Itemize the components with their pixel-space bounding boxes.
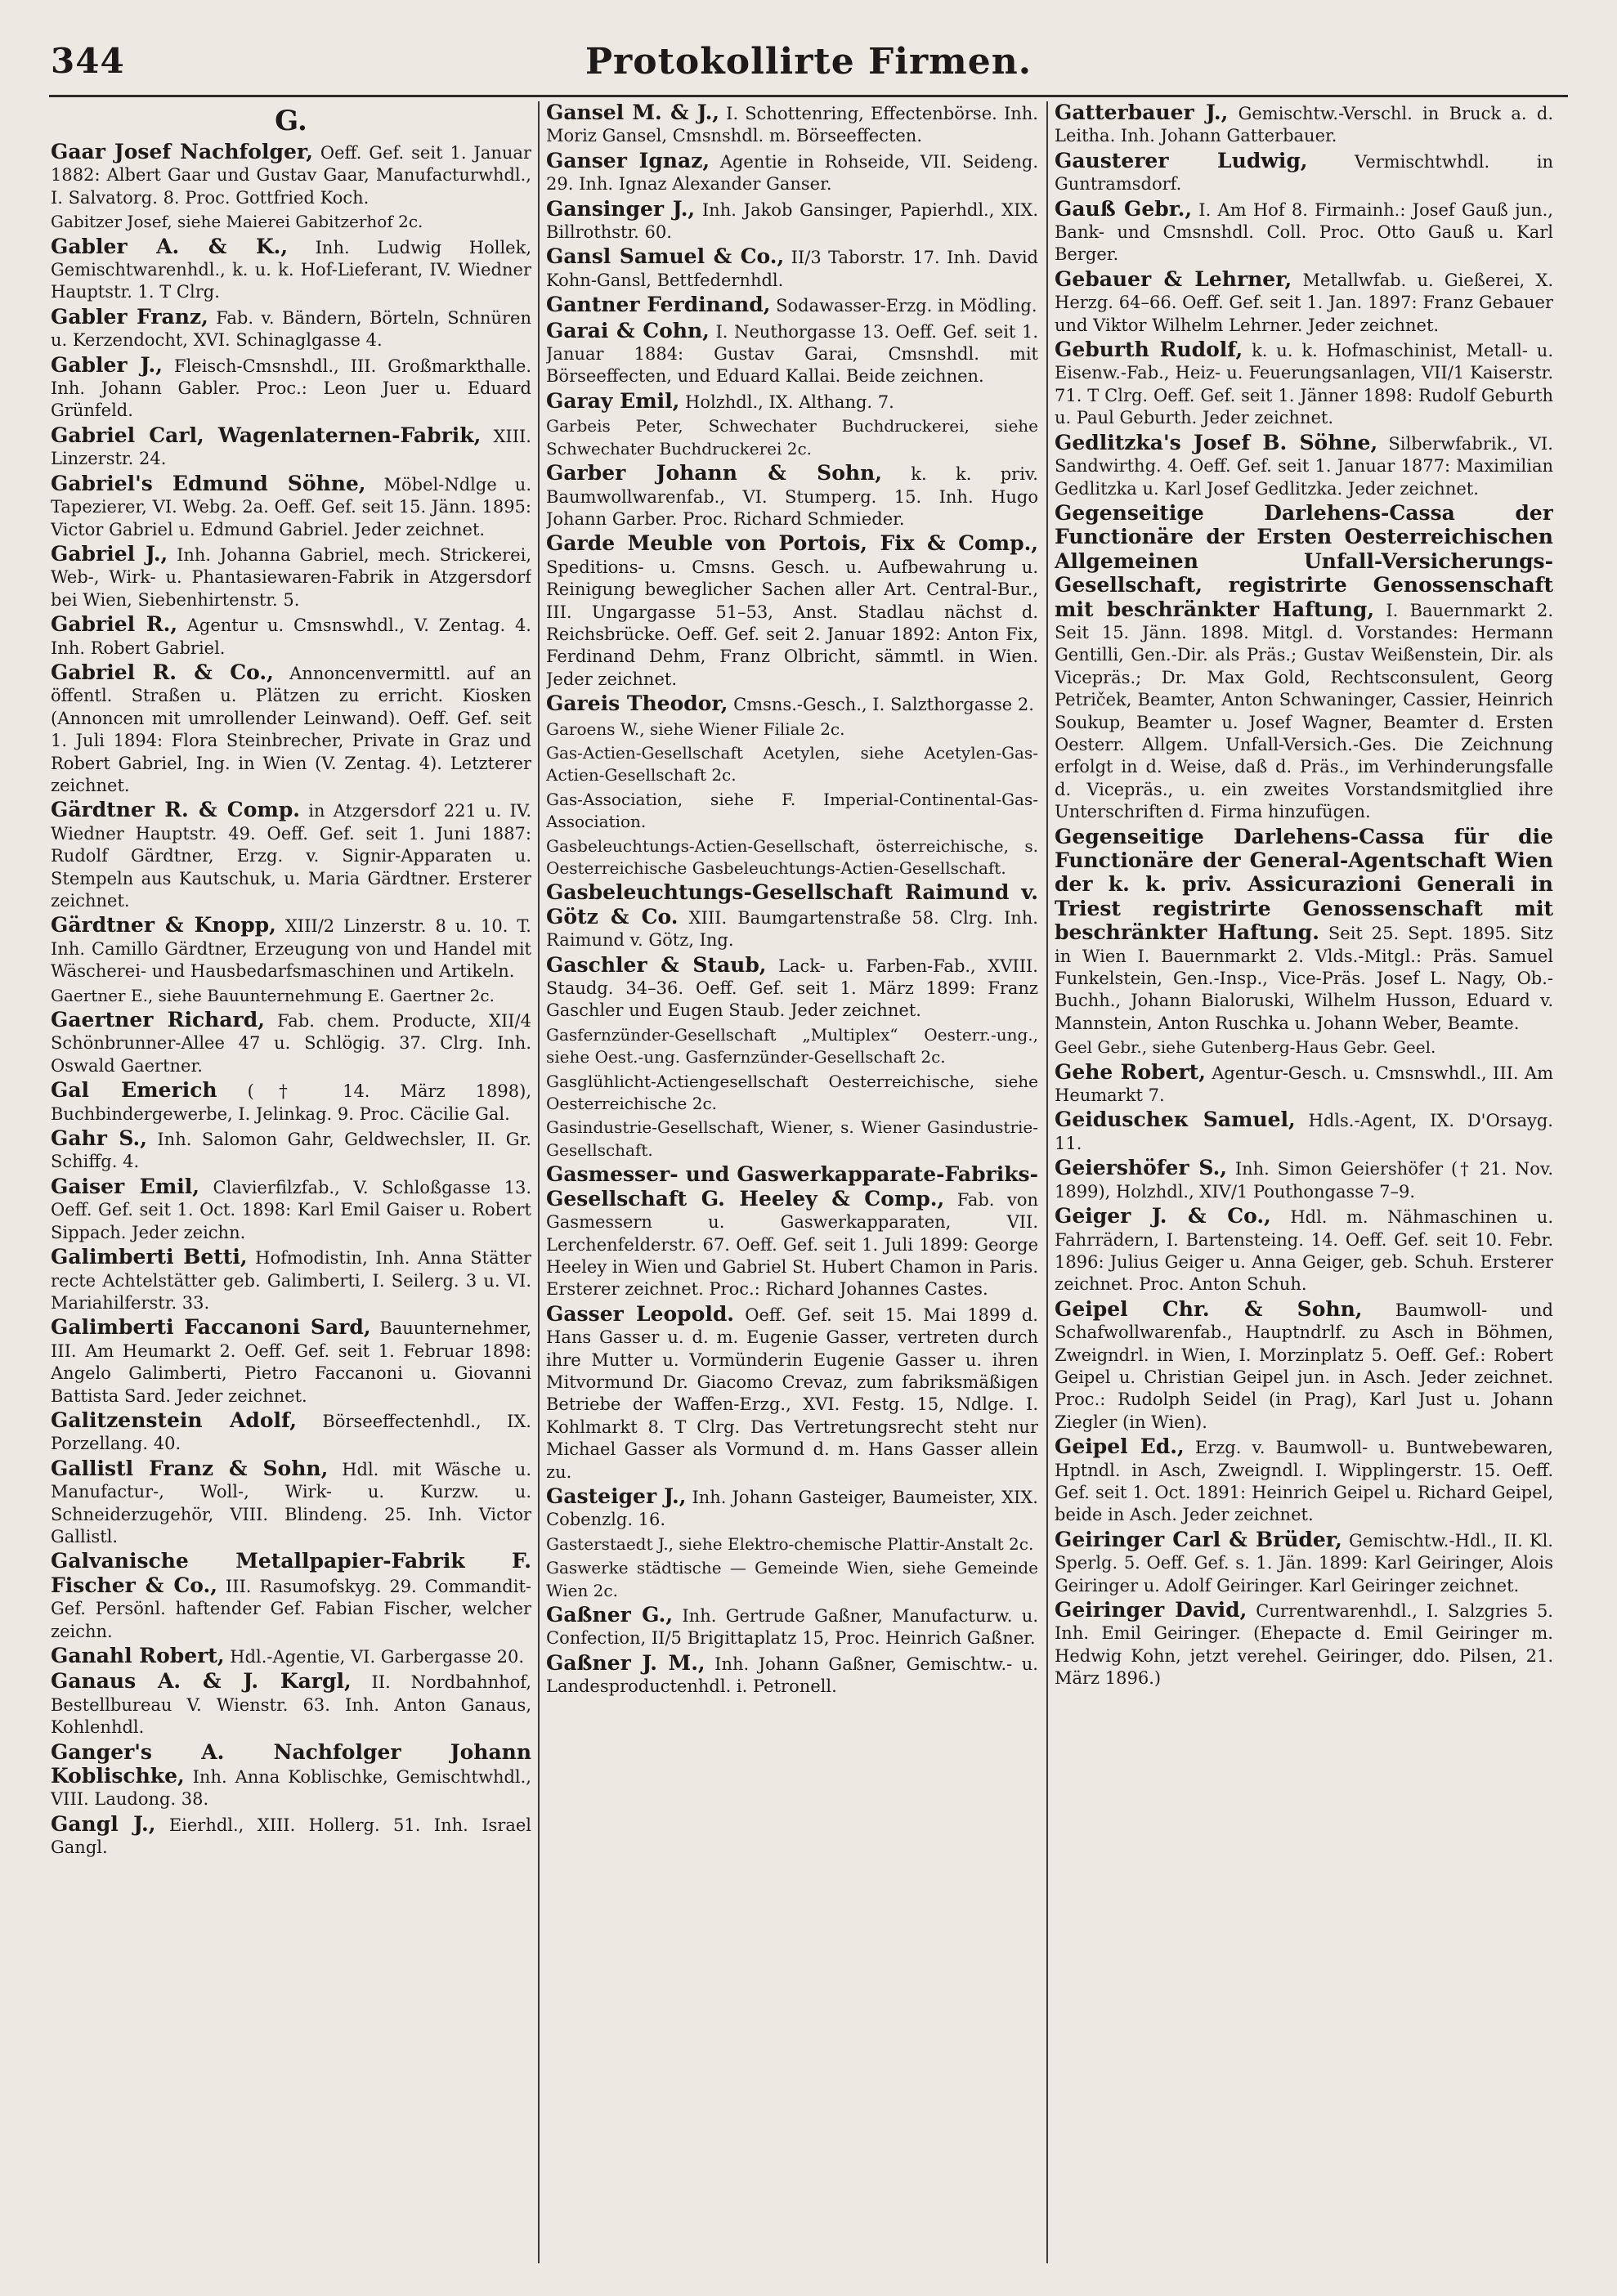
firm-name: Gareis Theodor, [546, 691, 728, 716]
firm-details: Clavierfilzfab., V. Schloßgasse 13. Oeff. Gef. seit 1. Oct. 1898: Karl Emil Gaiser u. Robert Sippach. Jeder zeichn. [51, 1177, 531, 1242]
firm-name: Garay Emil, [546, 388, 680, 413]
firm-name: Galimberti Betti, [51, 1245, 248, 1269]
firm-entry [1055, 338, 1553, 430]
firm-details: Gaertner E., siehe Bauunternehmung E. Gaertner 2c. [51, 985, 495, 1005]
firm-name: Gaar Josef Nachfolger, [51, 140, 313, 163]
firm-entry [1055, 1205, 1553, 1296]
firm-entry [1055, 101, 1553, 148]
firm-details: I. Am Hof 8. Firmainh.: Josef Gauß jun., Bank- und Cmsnshdl. Coll. Proc. Otto Gauß u. Karl Berger. [1055, 199, 1553, 265]
firm-name: Galitzenstein Adolf, [51, 1408, 297, 1432]
firm-name: Gasmesser- und Gaswerkapparate-Fabriks-Gesellschaft G. Heeley & Comp., [546, 1162, 1038, 1211]
firm-details: Garbeis Peter, Schwechater Buchdruckerei, siehe Schwechater Buchdruckerei 2c. [546, 416, 1038, 459]
firm-entry [546, 293, 1038, 317]
firm-entry [51, 306, 531, 352]
firm-name: Gehe Robert, [1055, 1059, 1206, 1084]
firm-entry [1055, 502, 1553, 824]
firm-entry [546, 150, 1038, 196]
firm-name: Gabler A. & K., [51, 234, 289, 258]
firm-details: Holzhdl., IX. Althang. 7. [685, 392, 894, 412]
firm-details: Eierhdl., XIII. Hollerg. 51. Inh. Israel Gangl. [51, 1815, 531, 1858]
firm-entry [51, 141, 531, 209]
firm-name: Gärdtner & Knopp, [51, 913, 276, 938]
firm-entry [51, 661, 531, 797]
firm-entry [51, 1127, 531, 1174]
firm-name: Gaßner G., [546, 1603, 674, 1627]
firm-name: Ganahl Robert, [51, 1644, 225, 1667]
firm-name: Gabriel R., [51, 612, 178, 637]
firm-details: II. Nordbahnhof, Bestellbureau V. Wienstr. 63. Inh. Anton Ganaus, Kohlenhdl. [51, 1672, 531, 1738]
firm-details: II/3 Taborstr. 17. Inh. David Kohn-Gansl, Bettfedernhdl. [546, 248, 1038, 290]
firm-entry [546, 320, 1038, 388]
firm-entry [546, 954, 1038, 1023]
firm-entry [51, 1079, 531, 1126]
firm-details: in Atzgersdorf 221 u. IV. Wiedner Hauptstr. 49. Oeff. Gef. seit 1. Juni 1887: Rudolf Gärdtner, Erzg. v. Signir-Apparaten u. Stempeln aus Kautschuk, u. Maria Gärdtner. Ersterer zeichnet. [51, 801, 531, 911]
firm-name: Gahr S., [51, 1126, 147, 1151]
firm-entry [51, 1175, 531, 1244]
firm-details: Hdl. m. Nähmaschinen u. Fahrrädern, I. Bartensteing. 14. Oeff. Gef. seit 10. Febr. 1896: Julius Geiger u. Anna Geiger, geb. Schuh. Ersterer zeichnet. Proc. Anton Schuh. [1055, 1207, 1553, 1295]
firm-entry [51, 613, 531, 660]
firm-details: Gabitzer Josef, siehe Maierei Gabitzerhof 2c. [51, 212, 423, 232]
firm-details: Speditions- u. Cmsns. Gesch. u. Aufbewahrung u. Reinigung beweglicher Sachen aller Art. Central-Bur., III. Ungargasse 51–53, Anst. Stadlau nächst d. Reichsbrücke. Oeff. Gef. seit 2. Januar 1892: Anton Fix, Ferdinand Dehm, Franz Olbricht, sämmtl. in Wien. Jeder zeichnet. [546, 557, 1038, 689]
firm-entry [546, 789, 1038, 834]
firm-details: Erzg. v. Baumwoll- u. Buntwebewaren, Hptndl. in Asch, Zweigndl. I. Wipplingerstr. 15. Oeff. Gef. seit 1. Oct. 1891: Heinrich Geipel u. Richard Geipel, beide in Asch. Jeder zeichnet. [1055, 1438, 1553, 1525]
firm-details: Gasindustrie-Gesellschaft, Wiener, s. Wiener Gasindustrie-Gesellschaft. [546, 1117, 1038, 1160]
firm-entry [1055, 1061, 1553, 1108]
firm-entry [51, 1409, 531, 1456]
firm-details: k. k. priv. Baumwollwarenfab., VI. Stumperg. 15. Inh. Hugo Johann Garber. Proc. Richard Schmieder. [546, 464, 1038, 529]
firm-details: XIII. Linzerstr. 24. [51, 426, 531, 469]
firm-entry [51, 799, 531, 912]
firm-details: Möbel-Ndlge u. Tapezierer, VI. Webg. 2a. Oeff. Gef. seit 15. Jänn. 1895: Victor Gabriel u. Edmund Gabriel. Jeder zeichnet. [51, 474, 531, 539]
firm-entry [546, 390, 1038, 414]
firm-entry [51, 914, 531, 982]
header-rule [49, 95, 1568, 97]
firm-details: Gas-Association, siehe F. Imperial-Continental-Gas-Association. [546, 789, 1038, 832]
firm-entry [546, 835, 1038, 880]
firm-name: Gaschler & Staub, [546, 952, 767, 977]
firm-entry [546, 1604, 1038, 1650]
firm-entry [51, 1741, 531, 1811]
firm-details: Agentur-Gesch. u. Cmsnswhdl., III. Am Heumarkt 7. [1055, 1063, 1553, 1106]
firm-entry [51, 424, 531, 471]
firm-entry [546, 1071, 1038, 1116]
firm-details: Hdl.-Agentie, VI. Garbergasse 20. [230, 1647, 525, 1667]
firm-details: Inh. Jakob Gansinger, Papierhdl., XIX. Billrothstr. 60. [546, 199, 1038, 243]
firm-name: Gabler Franz, [51, 304, 208, 329]
firm-details: XIII. Baumgartenstraße 58. Clrg. Inh. Raimund v. Götz, Ing. [546, 907, 1038, 951]
firm-details: Inh. Johann Gaßner, Gemischtw.- u. Landesproductenhdl. i. Petronell. [546, 1654, 1038, 1697]
firm-name: Gangl J., [51, 1811, 156, 1836]
firm-entry [1055, 1298, 1553, 1434]
firm-entry [546, 1533, 1038, 1555]
firm-entry [51, 1246, 531, 1314]
firm-details: Gasterstaedt J., siehe Elektro-chemische Plattir-Anstalt 2c. [546, 1533, 1034, 1554]
firm-details: I. Neuthorgasse 13. Oeff. Gef. seit 1. Januar 1884: Gustav Garai, Cmsnshdl. mit Börseeffecten, und Eduard Kallai. Beide zeichnen. [546, 321, 1038, 387]
firm-details: Baumwoll- und Schafwollwarenfab., Hauptndrlf. zu Asch in Böhmen, Zweigndrl. in Wien, I. Morzinplatz 5. Oeff. Gef.: Robert Geipel u. Christian Geipel jun. in Asch. Jeder zeichnet. Proc.: Rudolph Seidel (in Prag), Karl Just u. Johann Ziegler (in Wien). [1055, 1300, 1553, 1432]
firm-entry [546, 198, 1038, 244]
firm-name: Gasser Leopold. [546, 1301, 735, 1326]
firm-entry [546, 1557, 1038, 1602]
firm-name: Gasteiger J., [546, 1484, 687, 1508]
firm-name: Gausterer Ludwig, [1055, 148, 1308, 172]
firm-details: I. Schottenring, Effectenbörse. Inh. Moriz Gansel, Cmsnshdl. m. Börseeffecten. [546, 104, 1038, 146]
firm-entry [1055, 268, 1553, 337]
firm-details: Gasglühlicht-Actiengesellschaft Oesterreichische, siehe Oesterreichische 2c. [546, 1071, 1038, 1114]
firm-entry [51, 235, 531, 304]
firm-entry [546, 718, 1038, 741]
firm-entry [51, 1316, 531, 1408]
firm-entry [546, 1652, 1038, 1699]
firm-name: Geipel Ed., [1055, 1434, 1185, 1459]
firm-name: Gabriel Carl, Wagenlaternen-Fabrik, [51, 423, 482, 447]
firm-details: Seit 25. Sept. 1895. Sitz in Wien I. Bauernmarkt 2. Vlds.-Mitgl.: Präs. Samuel Funkelstein, Gen.-Insp., Vice-Präs. Josef L. Nagy, Ob.-Buchh., Johann Bialoruski, Wilhelm Husson, Eduard v. Mannstein, Anton Ruschka u. Johann Weber, Beamte. [1055, 924, 1553, 1033]
firm-details: Garoens W., siehe Wiener Filiale 2c. [546, 718, 845, 739]
firm-entry [51, 1813, 531, 1860]
firm-name: Gegenseitige Darlehens-Cassa für die Functionäre der General-Agentschaft Wien der k. k. priv. Assicurazioni Generali in Triest registrirte Genossenschaft mit beschränkter Haftung. [1055, 824, 1553, 945]
firm-entry [1055, 1108, 1553, 1155]
firm-details: Inh. Johann Gasteiger, Baumeister, XIX. Cobenzlg. 16. [546, 1487, 1038, 1530]
firm-details: XIII/2 Linzerstr. 8 u. 10. T. Inh. Camillo Gärdtner, Erzeugung von und Handel mit Wäscherei- und Hausbedarfsmaschinen und Artikeln. [51, 916, 531, 982]
firm-details: († 14. März 1898), Buchbindergewerbe, I. Jelinkag. 9. Proc. Cäcilie Gal. [51, 1081, 531, 1124]
firm-entry [51, 472, 531, 541]
firm-entry [546, 881, 1038, 951]
firm-name: Gallistl Franz & Sohn, [51, 1456, 329, 1480]
firm-name: Gaiser Emil, [51, 1174, 199, 1198]
firm-details: Gemischtw.-Verschl. in Bruck a. d. Leitha. Inh. Johann Gatterbauer. [1055, 104, 1553, 146]
firm-name: Garai & Cohn, [546, 318, 710, 342]
column-2 [546, 101, 1038, 2288]
firm-name: Gaertner Richard, [51, 1008, 265, 1032]
firm-entry [546, 101, 1038, 148]
firm-name: Geiringer David, [1055, 1598, 1247, 1622]
firm-name: Gasbeleuchtungs-Gesellschaft Raimund v. Götz & Co. [546, 880, 1038, 929]
firm-details: Silberwfabrik., VI. Sandwirthg. 4. Oeff. Gef. seit 1. Januar 1877: Maximilian Gedlitzka u. Karl Josef Gedlitzka. Jeder zeichnet. [1055, 433, 1553, 499]
firm-details: Bauunternehmer, III. Am Heumarkt 2. Oeff. Gef. seit 1. Februar 1898: Angelo Galimberti, Pietro Faccanoni u. Giovanni Battista Sard. Jeder zeichnet. [51, 1318, 531, 1406]
firm-entry [1055, 1157, 1553, 1203]
firm-details: Agentur u. Cmsnswhdl., V. Zentag. 4. Inh. Robert Gabriel. [51, 615, 531, 658]
firm-details: Currentwarenhdl., I. Salzgries 5. Inh. Emil Geiringer. (Ehepacte d. Emil Geiringer m. Hedwig Kohn, jetzt verehel. Geiringer, ddo. Pilsen, 21. März 1896.) [1055, 1601, 1553, 1689]
firm-name: Gaßner J. M., [546, 1650, 705, 1675]
firm-name: Ganger's A. Nachfolger Johann Koblischke, [51, 1739, 531, 1788]
firm-details: Gemischtw.-Hdl., II. Kl. Sperlg. 5. Oeff. Gef. s. 1. Jän. 1899: Karl Geiringer, Alois Geiringer u. Adolf Geiringer. Karl Geiringer zeichnet. [1055, 1530, 1553, 1596]
firm-name: Gauß Gebr., [1055, 196, 1193, 221]
firm-entry [546, 1485, 1038, 1532]
firm-entry [51, 985, 531, 1007]
firm-name: Geipel Chr. & Sohn, [1055, 1296, 1363, 1321]
firm-entry [51, 1550, 531, 1643]
firm-name: Gabler J., [51, 352, 163, 377]
firm-entry [546, 415, 1038, 460]
firm-entry [51, 543, 531, 611]
firm-details: III. Rasumofskyg. 29. Commandit-Gef. Persönl. haftender Gef. Fabian Fischer, welcher zeichn. [51, 1576, 531, 1641]
firm-entry [1055, 1036, 1553, 1058]
firm-name: Geiger J. & Co., [1055, 1204, 1271, 1229]
firm-name: Gantner Ferdinand, [546, 293, 771, 317]
firm-name: Gansel M. & J., [546, 101, 719, 124]
firm-details: Fab. v. Bändern, Börteln, Schnüren u. Kerzendocht, XVI. Schinaglgasse 4. [51, 307, 531, 351]
firm-details: Agentie in Rohseide, VII. Seideng. 29. Inh. Ignaz Alexander Ganser. [546, 151, 1038, 195]
firm-details: Lack- u. Farben-Fab., XVIII. Staudg. 34–36. Oeff. Gef. seit 1. März 1899: Franz Gaschler und Eugen Staub. Jeder zeichnet. [546, 956, 1038, 1021]
firm-name: Garde Meuble von Portois, Fix & Comp., [546, 531, 1038, 556]
firm-details: Inh. Ludwig Hollek, Gemischtwarenhdl., k. u. k. Hof-Lieferant, IV. Wiedner Hauptstr. 1. T Clrg. [51, 237, 531, 302]
column-divider [1046, 101, 1048, 2263]
firm-entry [1055, 150, 1553, 196]
firm-entry [546, 1303, 1038, 1484]
firm-details: Hdls.-Agent, IX. D'Orsayg. 11. [1055, 1111, 1553, 1153]
firm-details: Fab. chem. Producte, XII/4 Schönbrunner-Allee 47 u. Schlögig. 37. Clrg. Inh. Oswald Gaertner. [51, 1011, 531, 1076]
firm-name: Galvanische Metallpapier-Fabrik F. Fischer & Co., [51, 1549, 531, 1597]
firm-details: Inh. Johanna Gabriel, mech. Strickerei, Web-, Wirk- u. Phantasiewaren-Fabrik in Atzgersdorf bei Wien, Siebenhirtenstr. 5. [51, 544, 531, 610]
firm-details: Börseeffectenhdl., IX. Porzellang. 40. [51, 1411, 531, 1454]
firm-details: Hdl. mit Wäsche u. Manufactur-, Woll-, Wirk- u. Kurzw. u. Schneiderzugehör, VIII. Blindeng. 25. Inh. Victor Gallistl. [51, 1459, 531, 1546]
firm-details: Cmsns.-Gesch., I. Salzthorgasse 2. [733, 695, 1034, 715]
firm-entry [546, 742, 1038, 787]
firm-entry [51, 211, 531, 233]
firm-name: Ganaus A. & J. Kargl, [51, 1669, 352, 1694]
firm-entry [1055, 198, 1553, 266]
firm-name: Gebauer & Lehrner, [1055, 266, 1292, 291]
firm-name: Gegenseitige Darlehens-Cassa der Functionäre der Ersten Oesterreichischen Allgemeinen Unfall-Versicherungs-Gesellschaft, registrirte Genossenschaft mit beschränkter Haftung, [1055, 500, 1553, 621]
firm-details: Inh. Simon Geiershöfer († 21. Nov. 1899), Holzhdl., XIV/1 Pouthongasse 7–9. [1055, 1159, 1553, 1202]
firm-name: Gal Emerich [51, 1078, 217, 1103]
firm-name: Gansl Samuel & Co., [546, 244, 785, 269]
firm-details: Vermischtwhdl. in Guntramsdorf. [1055, 151, 1553, 195]
firm-name: Geiduscheк Samuel, [1055, 1108, 1296, 1132]
firm-name: Gatterbauer J., [1055, 101, 1229, 124]
firm-entry [546, 532, 1038, 691]
firm-entry [1055, 1599, 1553, 1690]
column-3 [1055, 101, 1553, 2288]
firm-entry [1055, 1528, 1553, 1597]
firm-entry [546, 245, 1038, 292]
firm-entry [546, 1024, 1038, 1069]
firm-entry [546, 692, 1038, 716]
firm-name: Geburth Rudolf, [1055, 338, 1243, 362]
firm-name: Garber Johann & Sohn, [546, 461, 882, 486]
page-number: 344 [51, 41, 125, 81]
firm-name: Geiringer Carl & Brüder, [1055, 1527, 1342, 1551]
firm-entry [51, 354, 531, 423]
firm-details: Gasbeleuchtungs-Actien-Gesellschaft, österreichische, s. Oesterreichische Gasbeleuchtungs-Actien-Gesellschaft. [546, 835, 1038, 878]
firm-details: Oeff. Gef. seit 1. Januar 1882: Albert Gaar und Gustav Gaar, Manufacturwhdl., I. Salvatorg. 8. Proc. Gottfried Koch. [51, 143, 531, 208]
firm-name: Gansinger J., [546, 196, 696, 221]
firm-entry [1055, 826, 1553, 1036]
firm-details: Gaswerke städtische — Gemeinde Wien, siehe Gemeinde Wien 2c. [546, 1558, 1038, 1600]
firm-details: I. Bauernmarkt 2. Seit 15. Jänn. 1898. Mitgl. d. Vorstandes: Hermann Gentilli, Gen.-Dir. als Präs.; Gustav Weißenstein, Dir. als Vicepräs.; Dr. Max Gold, Rechtsconsulent, Georg Petriček, Beamter, Anton Schwaninger, Cassier, Heinrich Soukup, Beamter u. Josef Wagner, Beamter d. Ersten Oesterr. Allgem. Unfall-Versich.-Ges. Die Zeichnung erfolgt in d. Weise, daß d. Präs., im Verhinderungsfalle d. Vicepräs., u. ein zweites Vorstandsmitglied ihre Unterschriften d. Firma hinzufügen. [1055, 600, 1553, 822]
firm-details: Inh. Salomon Gahr, Geldwechsler, II. Gr. Schiffg. 4. [51, 1130, 531, 1172]
column-divider [538, 101, 540, 2263]
firm-details: Sodawasser-Erzg. in Mödling. [776, 296, 1037, 316]
firm-details: Annoncenvermittl. auf an öffentl. Straßen u. Plätzen zu erricht. Kiosken (Annoncen mit umrollender Leinwand). Oeff. Gef. seit 1. Juli 1894: Flora Steinbrecher, Private in Graz und Robert Gabriel, Ing. in Wien (V. Zentag. 4). Letzterer zeichnet. [51, 663, 531, 795]
column-1 [51, 101, 531, 2288]
firm-details: Inh. Anna Koblischke, Gemischtwhdl., VIII. Laudong. 38. [51, 1767, 531, 1810]
firm-entry [51, 1645, 531, 1668]
firm-entry [546, 1163, 1038, 1300]
firm-details: Fab. von Gasmessern u. Gaswerkapparaten, VII. Lerchenfelderstr. 67. Oeff. Gef. seit 1. Juli 1899: George Heeley in Wien und Gabriel St. Hubert Chamon in Paris. Ersterer zeichnet. Proc.: Richard Johannes Castes. [546, 1189, 1038, 1300]
firm-name: Gabriel's Edmund Söhne, [51, 471, 366, 495]
firm-name: Geiershöfer S., [1055, 1156, 1227, 1180]
firm-details: Hofmodistin, Inh. Anna Stätter recte Achtelstätter geb. Galimberti, I. Seilerg. 3 u. VI. Mariahilferstr. 33. [51, 1248, 531, 1313]
firm-name: Gabriel R. & Co., [51, 660, 274, 684]
firm-entry [546, 462, 1038, 530]
firm-details: Gas-Actien-Gesellschaft Acetylen, siehe Acetylen-Gas-Actien-Gesellschaft 2c. [546, 742, 1038, 785]
firm-details: Fleisch-Cmsnshdl., III. Großmarkthalle. Inh. Johann Gabler. Proc.: Leon Juer u. Eduard Grünfeld. [51, 356, 531, 421]
firm-entry [546, 1117, 1038, 1161]
firm-details: Geel Gebr., siehe Gutenberg-Haus Gebr. Geel. [1055, 1037, 1436, 1058]
firm-entry [51, 1670, 531, 1739]
firm-details: Gasfernzünder-Gesellschaft „Multiplex“ Oesterr.-ung., siehe Oest.-ung. Gasfernzünder-Gesellschaft 2c. [546, 1024, 1038, 1067]
firm-details: Metallwfab. u. Gießerei, X. Herzg. 64–66. Oeff. Gef. seit 1. Jan. 1897: Franz Gebauer und Viktor Wilhelm Lehrner. Jeder zeichnet. [1055, 270, 1553, 335]
firm-details: k. u. k. Hofmaschinist, Metall- u. Eisenw.-Fab., Heiz- u. Feuerungsanlagen, VII/1 Kaiserstr. 71. T Clrg. Oeff. Gef. seit 1. Jänner 1898: Rudolf Geburth u. Paul Geburth. Jeder zeichnet. [1055, 341, 1553, 428]
firm-details: Oeff. Gef. seit 15. Mai 1899 d. Hans Gasser u. d. m. Eugenie Gasser, vertreten durch ihre Mutter u. Vormünderin Eugenie Gasser u. ihren Mitvormund Dr. Giacomo Crevaz, zum fabriksmäßigen Betriebe der Waffen-Erzg., XVI. Festg. 15, Ndlge. I. Kohlmarkt 8. T Clrg. Das Vertretungsrecht steht nur Michael Gasser als Vormund d. m. Hans Gasser allein zu. [546, 1305, 1038, 1482]
firm-entry [1055, 1435, 1553, 1527]
firm-details: Inh. Gertrude Gaßner, Manufacturw. u. Confection, II/5 Brigittaplatz 15, Proc. Heinrich Gaßner. [546, 1606, 1038, 1649]
section-letter: G. [275, 105, 307, 137]
firm-name: Galimberti Faccanoni Sard, [51, 1315, 371, 1340]
page-title: Protokollirte Firmen. [585, 41, 1032, 83]
firm-name: Gabriel J., [51, 541, 168, 566]
firm-name: Ganser Ignaz, [546, 148, 710, 172]
firm-entry [51, 1009, 531, 1077]
firm-entry [1055, 432, 1553, 500]
firm-name: Gärdtner R. & Comp. [51, 798, 301, 822]
firm-entry [51, 1457, 531, 1549]
firm-name: Gedlitzka's Josef B. Söhne, [1055, 430, 1378, 454]
